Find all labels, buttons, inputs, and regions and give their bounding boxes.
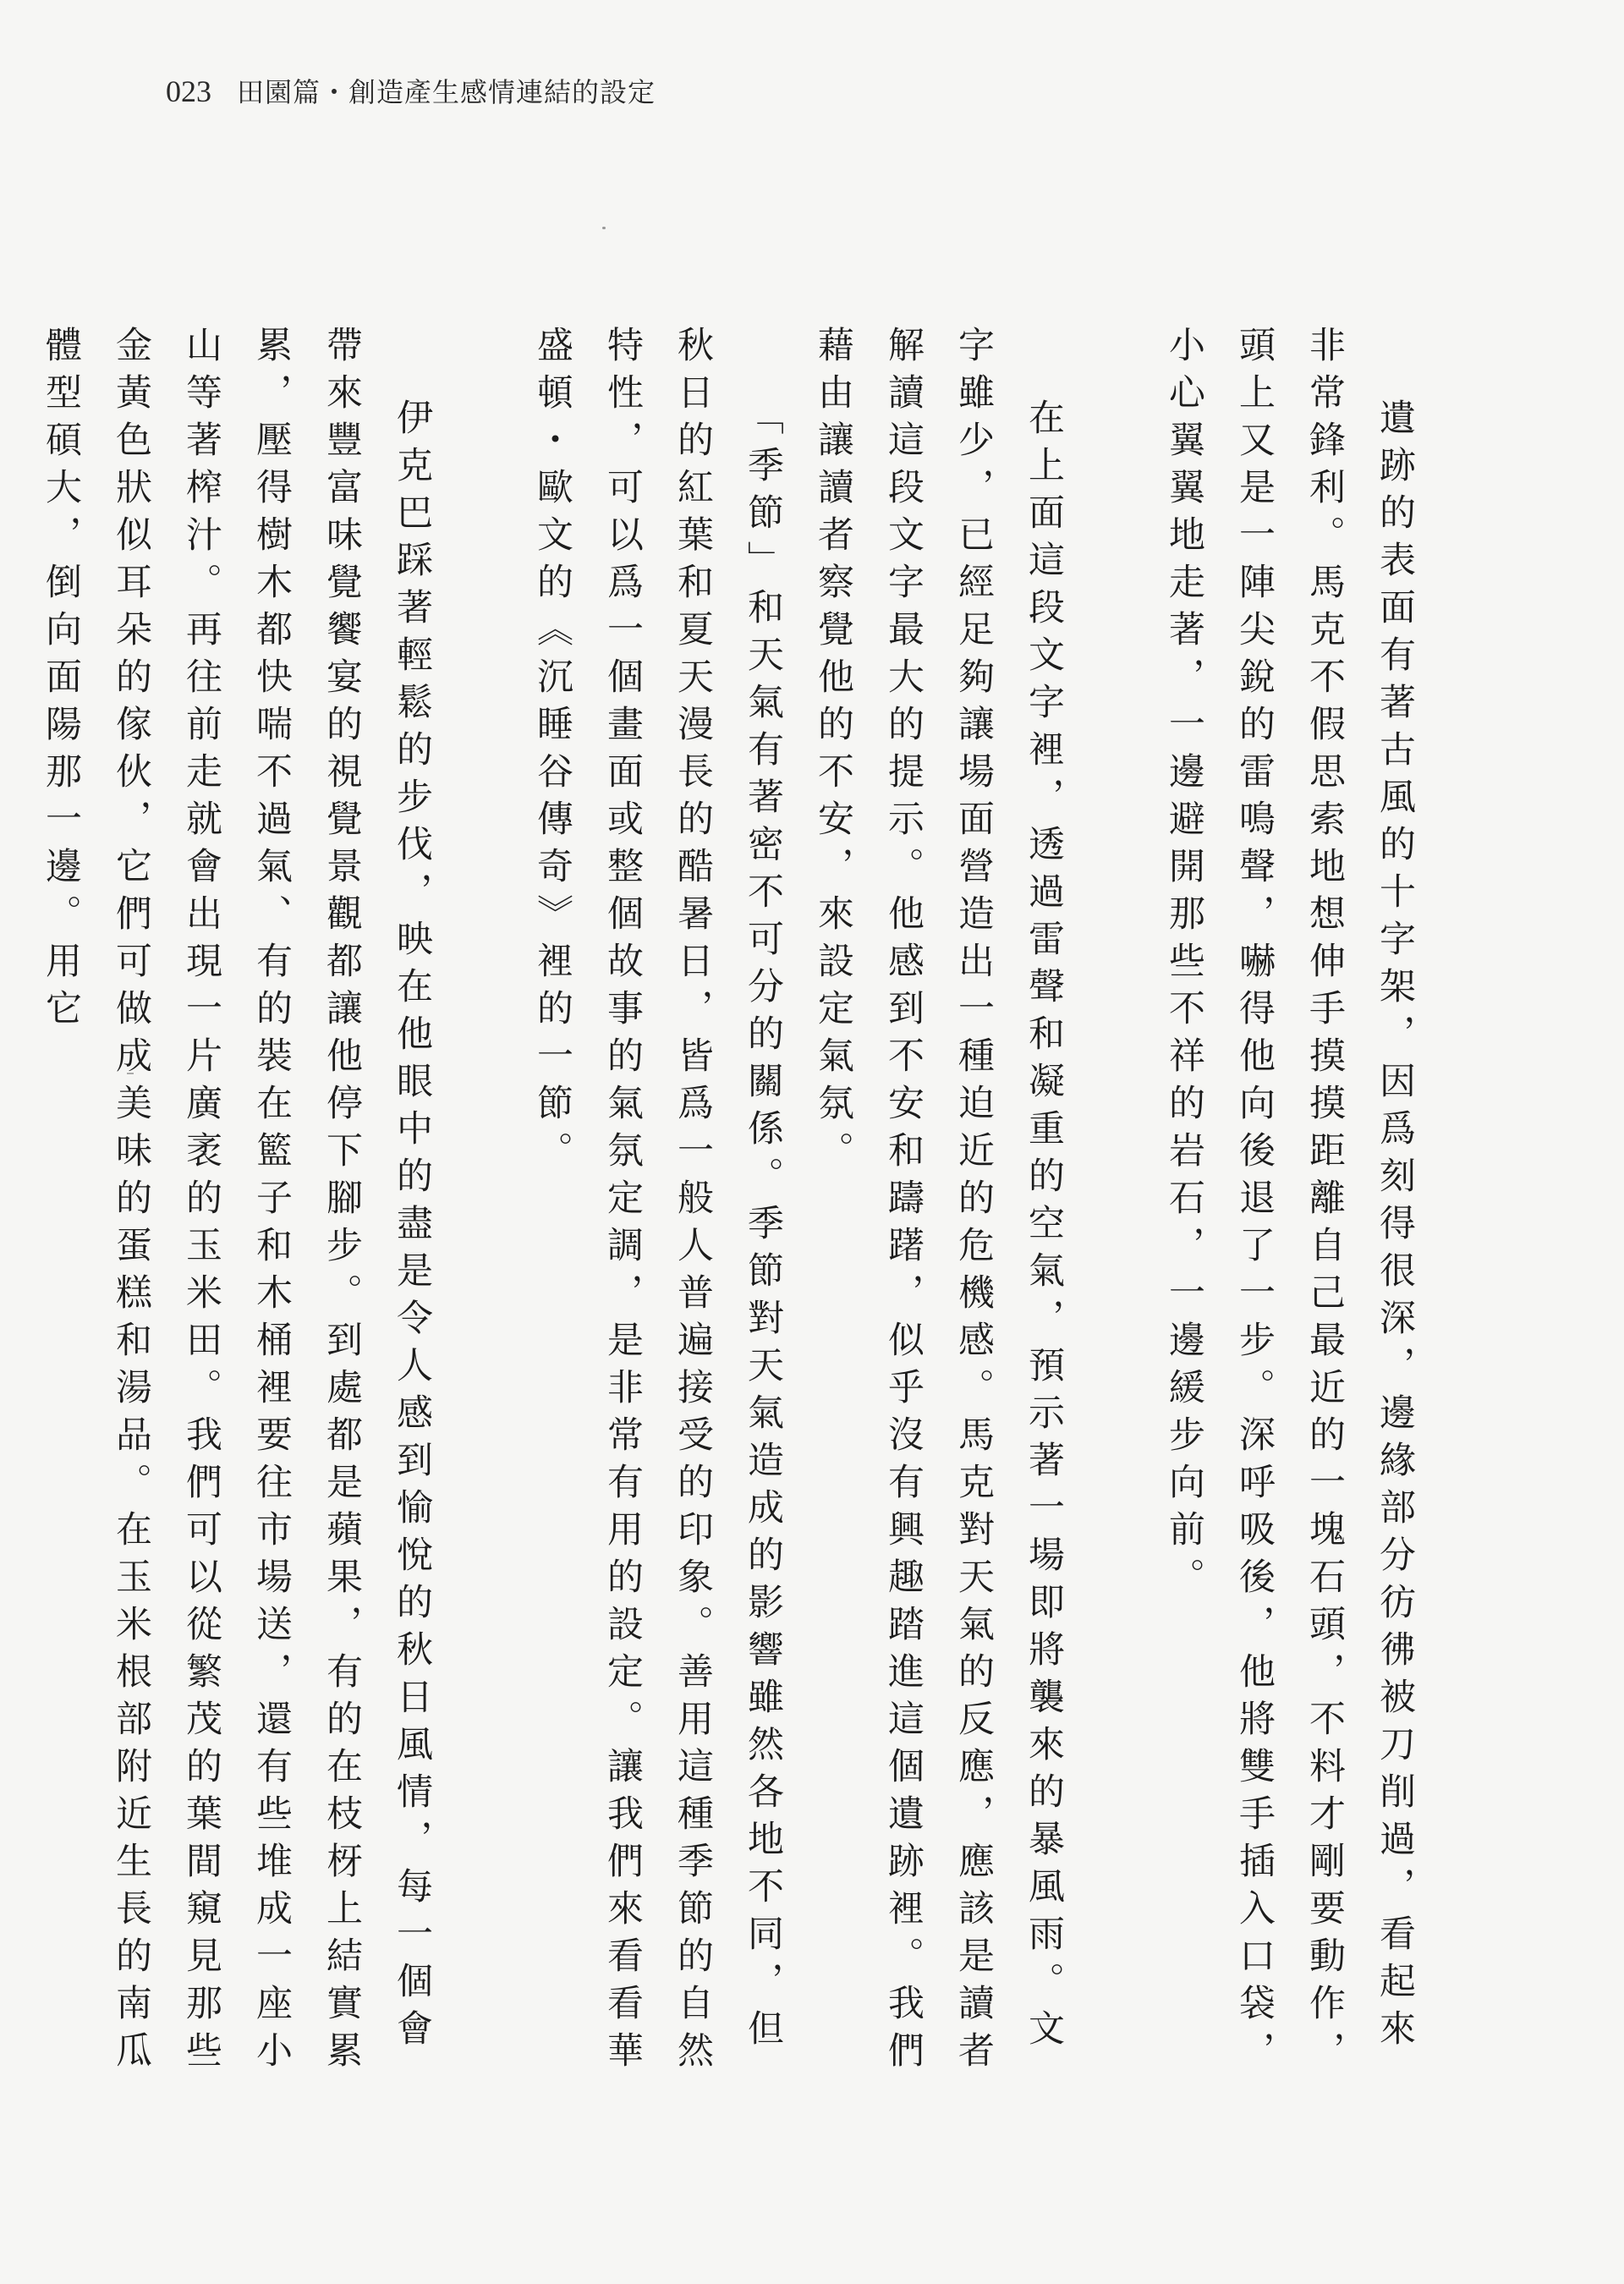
body-text [40,326,1429,2085]
commentary-paragraph-atmosphere: 在上面這段文字裡，透過雷聲和凝重的空氣，預示著一場即將襲來的暴風雨。文字雖少，已經足夠讓場面營造出一種迫近的危機感。馬克對天氣的反應，應該是讀者解讀這段文字最大的提示。他感到不安和躊躇，似乎沒有興趣踏進這個遺跡裡。我們藉由讓讀者察覺他的不安，來設定氣氛。 [812,326,1065,2078]
commentary-paragraph-season: 「季節」和天氣有著密不可分的關係。季節對天氣造成的影響雖然各地不同，但秋日的紅葉和夏天漫長的酷暑日，皆爲一般人普遍接受的印象。善用這種季節的自然特性，可以爲一個畫面或整個故事的氣氛定調，是非常有用的設定。讓我們來看看華盛頓・歐文的《沉睡谷傳奇》裡的一節。 [531,326,784,2078]
paragraph-spacer [447,326,517,334]
paragraph-spacer [1078,326,1149,334]
page-header [166,71,656,110]
page-number: 023 [166,74,211,108]
scan-speck [602,227,606,229]
running-title: 田園篇・創造產生感情連結的設定 [237,77,656,107]
quote-paragraph-ruins: 遺跡的表面有著古風的十字架，因爲刻得很深，邊緣部分彷彿被刀削過，看起來非常鋒利。馬克不假思索地想伸手摸摸距離自己最近的一塊石頭，不料才剛要動作，頭上又是一陣尖銳的雷鳴聲，嚇得他向後退了一步。深呼吸後，他將雙手插入口袋，小心翼翼地走著，一邊避開那些不祥的岩石，一邊緩步向前。 [1163,326,1416,2078]
quote-paragraph-sleepy-hollow: 伊克巴踩著輕鬆的步伐，映在他眼中的盡是令人感到愉悅的秋日風情，每一個會帶來豐富味覺饗宴的視覺景觀都讓他停下腳步。到處都是蘋果，有的在枝枒上結實累累，壓得樹木都快喘不過氣、有的裝在籃子和木桶裡要往市場送，還有些堆成一座小山等著榨汁。再往前走就會出現一片廣袤的玉米田。我們可以從繁茂的葉間窺見那些金黃色狀似耳朵的傢伙，它們可做成美味的蛋糕和湯品。在玉米根部附近生長的南瓜體型碩大，倒向面陽那一邊。用它 [40,326,433,2078]
